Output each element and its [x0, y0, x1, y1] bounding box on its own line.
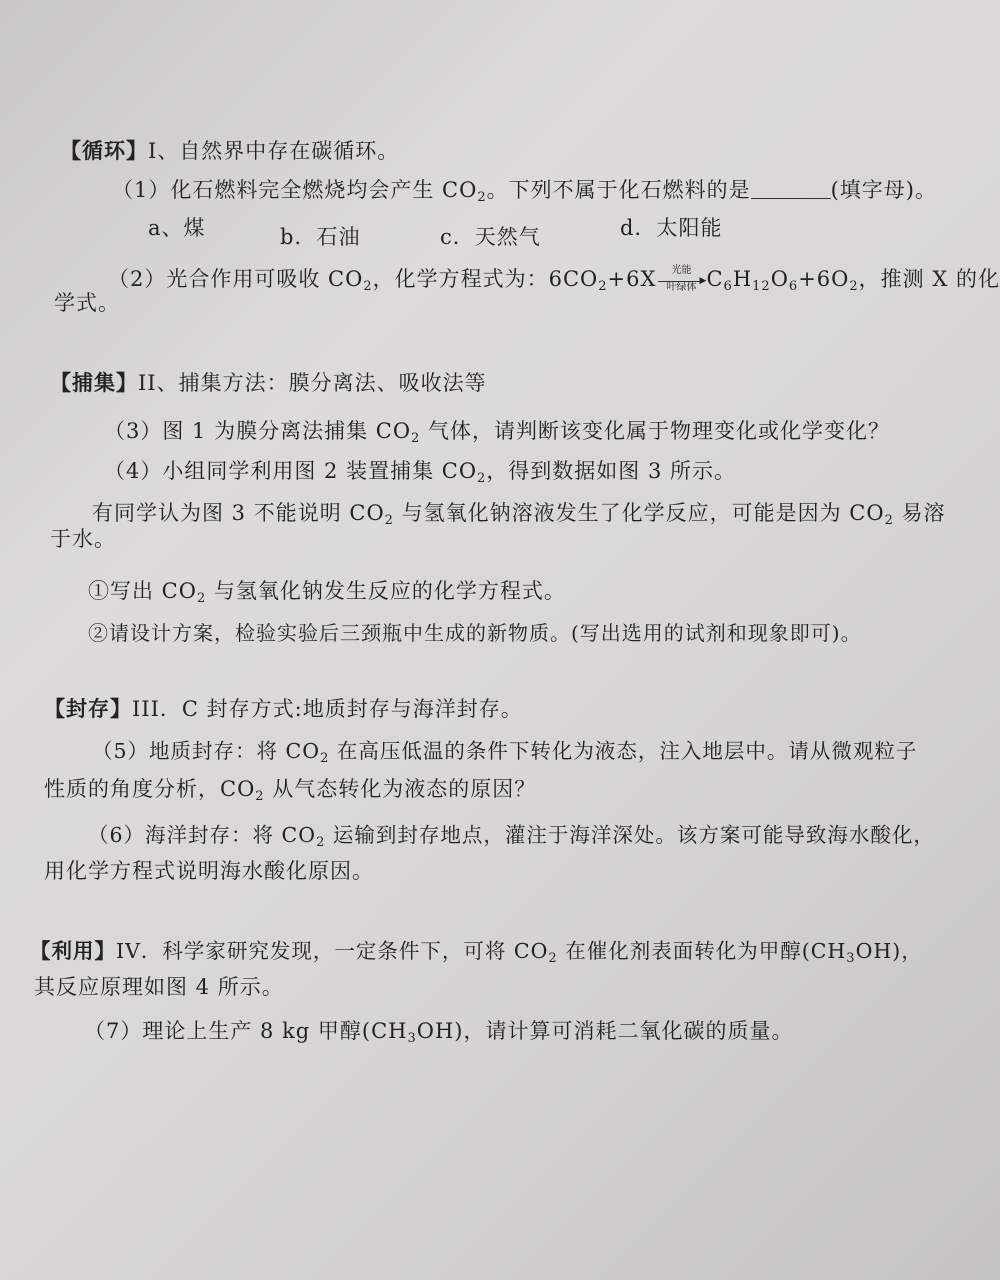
- reaction-arrow: [656, 264, 708, 293]
- question-text: 。下列不属于化石燃料的是: [486, 178, 751, 202]
- section-title: III．C 封存方式:地质封存与海洋封存。: [132, 697, 523, 721]
- equation-text: +6X: [607, 267, 657, 291]
- section-utilize-heading: [30, 936, 923, 974]
- subscript: 2: [477, 471, 487, 486]
- option-d: d．太阳能: [620, 216, 723, 240]
- question-4: [104, 456, 736, 494]
- subscript: 2: [477, 190, 487, 205]
- question-7: [84, 1016, 794, 1054]
- section-utilize-continued: 其反应原理如图 4 所示。: [34, 975, 284, 999]
- subscript: 3: [407, 1031, 417, 1046]
- question-text: ①写出 CO: [88, 579, 197, 603]
- question-text: （4）小组同学利用图 2 装置捕集 CO: [104, 459, 478, 483]
- question-text: （6）海洋封存：将 CO: [88, 823, 317, 847]
- equation-text: H: [732, 267, 753, 291]
- section-title: I、自然界中存在碳循环。: [148, 139, 400, 163]
- subscript: 2: [849, 279, 859, 294]
- question-text: ，得到数据如图 3 所示。: [486, 459, 737, 483]
- question-2: [108, 264, 1000, 302]
- section-title: IV．科学家研究发现，一定条件下，可将 CO: [116, 939, 549, 963]
- section-title: OH)，: [855, 939, 923, 963]
- question-text: （5）地质封存：将 CO: [92, 739, 321, 763]
- section-tag: 【利用】: [30, 939, 116, 963]
- subscript: 6: [723, 279, 733, 294]
- subscript: 2: [411, 431, 421, 446]
- option-b: b．石油: [280, 225, 361, 249]
- equation-text: C: [706, 267, 724, 291]
- question-text: 与氢氧化钠发生反应的化学方程式。: [206, 579, 566, 603]
- option-c: c．天然气: [440, 225, 541, 249]
- subscript: 2: [316, 835, 326, 850]
- sub-question-2: ②请设计方案，检验实验后三颈瓶中生成的新物质。(写出选用的试剂和现象即可)。: [88, 621, 862, 645]
- question-6-continued: 用化学方程式说明海水酸化原因。: [44, 859, 374, 883]
- question-text: ，化学方程式为：6CO: [372, 267, 599, 291]
- question-text: （3）图 1 为膜分离法捕集 CO: [104, 419, 412, 443]
- section-tag: 【封存】: [44, 696, 132, 721]
- subscript: 2: [598, 279, 608, 294]
- section-storage-heading: [44, 694, 523, 724]
- subscript: 2: [320, 751, 330, 766]
- question-5-continued: [44, 774, 536, 812]
- question-5: [92, 736, 917, 774]
- subscript: 2: [548, 951, 558, 966]
- question-text: 在高压低温的条件下转化为液态，注入地层中。请从微观粒子: [329, 739, 918, 763]
- question-text: (填字母)。: [830, 178, 937, 202]
- answer-blank[interactable]: [751, 178, 831, 199]
- subscript: 3: [846, 951, 856, 966]
- question-text: OH)，请计算可消耗二氧化碳的质量。: [416, 1019, 794, 1043]
- subscript: 2: [255, 789, 265, 804]
- question-6: [88, 820, 935, 858]
- option-a: a、煤: [148, 216, 206, 240]
- question-text: ，推测 X 的化: [858, 267, 1000, 291]
- equation-text: +6O: [798, 267, 850, 291]
- question-text: 性质的角度分析，CO: [44, 777, 256, 801]
- question-3: [104, 416, 890, 454]
- section-capture-heading: [50, 368, 487, 398]
- subscript: 2: [363, 279, 373, 294]
- paragraph-text: 与氢氧化钠溶液发生了化学反应，可能是因为 CO: [393, 501, 885, 525]
- paragraph-text: 易溶: [893, 501, 946, 525]
- question-text: （2）光合作用可吸收 CO: [108, 267, 364, 291]
- equation-text: O: [770, 267, 789, 291]
- question-2-continued: 学式。: [54, 291, 120, 315]
- subscript: 2: [196, 591, 207, 606]
- subscript: 6: [788, 279, 799, 294]
- sub-question-1: [88, 576, 566, 614]
- arrow-condition-top: 光能: [671, 264, 692, 276]
- question-text: （1）化石燃料完全燃烧均会产生 CO: [112, 178, 478, 202]
- question-text: 运输到封存地点，灌注于海洋深处。该方案可能导致海水酸化，: [325, 823, 935, 847]
- subscript: 2: [384, 513, 394, 528]
- subscript: 2: [884, 513, 894, 528]
- paragraph: [92, 498, 946, 536]
- section-tag: 【循环】: [60, 138, 148, 163]
- arrow-head-icon: ▶: [699, 275, 708, 286]
- section-title: 在催化剂表面转化为甲醇(CH: [557, 939, 847, 963]
- question-text: 从气态转化为液态的原因？: [264, 777, 537, 801]
- arrow-condition-bottom: 叶绿体: [666, 281, 697, 293]
- section-title: II、捕集方法：膜分离法、吸收法等: [138, 371, 487, 395]
- question-text: （7）理论上生产 8 kg 甲醇(CH: [84, 1019, 408, 1043]
- section-cycle-heading: [60, 136, 399, 166]
- question-1: [112, 175, 937, 213]
- paragraph-continued: 于水。: [50, 527, 116, 551]
- section-tag: 【捕集】: [50, 370, 138, 395]
- paragraph-text: 有同学认为图 3 不能说明 CO: [92, 501, 385, 525]
- question-text: 气体，请判断该变化属于物理变化或化学变化？: [420, 419, 890, 443]
- subscript: 12: [752, 279, 771, 294]
